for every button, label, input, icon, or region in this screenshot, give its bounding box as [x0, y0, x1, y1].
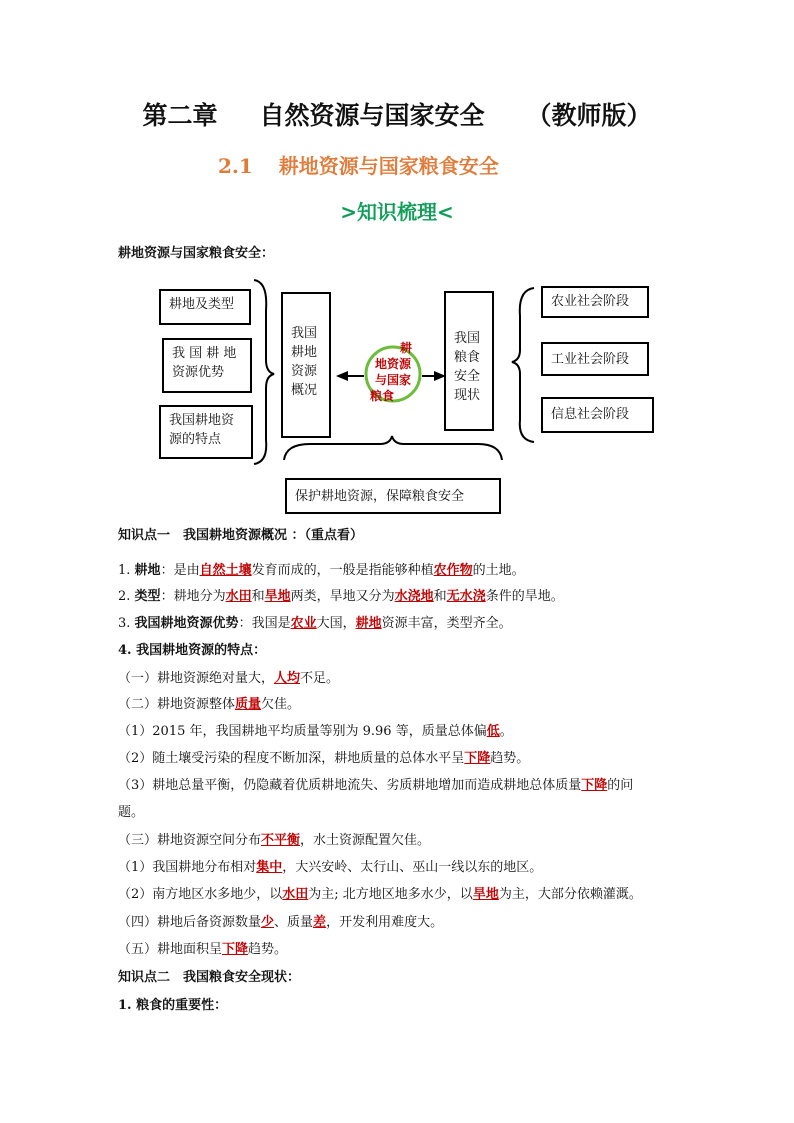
body-line [118, 612, 512, 631]
knowledge-heading: >知识梳理< [340, 200, 454, 224]
chapter-topic: 自然资源与国家安全 [259, 101, 485, 130]
line-text: 的土地。 [472, 563, 525, 578]
highlighted-term: 水田 [282, 887, 309, 902]
line-text: （1）我国耕地分布相对 [118, 860, 257, 875]
body-line [118, 720, 513, 739]
line-text: 和 [251, 589, 265, 604]
highlighted-term: 耕地 [355, 616, 382, 631]
line-text: 4. 我国耕地资源的特点： [118, 643, 267, 658]
line-text: 2. [118, 589, 135, 604]
line-text: 为主; 北方地区地多水少，以 [308, 887, 473, 902]
highlighted-term: 水浇地 [394, 589, 434, 604]
highlighted-term: 下降 [464, 751, 491, 766]
line-text: （2）随土壤受污染的程度不断加深，耕地质量的总体水平呈 [118, 751, 465, 766]
line-text: 趋势。 [248, 942, 288, 957]
kp1-heading: 知识点一 我国耕地资源概况 ：（重点看） [118, 528, 364, 543]
line-text: （四）耕地后备资源数量 [118, 915, 262, 930]
line-text: 3. [118, 616, 135, 631]
diagram-connectors [0, 0, 794, 540]
line-text: 耕地 [134, 563, 161, 578]
body-line [118, 774, 633, 793]
highlighted-term: 旱地 [264, 589, 291, 604]
right-box-2: 工业社会阶段 [541, 342, 649, 376]
line-text: 条件的旱地。 [485, 589, 564, 604]
line-text: ：是由 [160, 563, 200, 578]
line-text: 1. [118, 563, 135, 578]
highlighted-term: 水田 [225, 589, 252, 604]
left-brace [254, 280, 274, 464]
subtitle-number: 2.1 [218, 154, 253, 178]
body-line [118, 559, 525, 578]
body-line [118, 938, 287, 957]
left-box-1: 耕地及类型 [159, 289, 251, 325]
body-line [118, 639, 266, 658]
line-text: 资源丰富，类型齐全。 [381, 616, 512, 631]
line-text: ：我国是 [238, 616, 291, 631]
line-text: （三）耕地资源空间分布 [118, 833, 262, 848]
body-line [118, 585, 564, 604]
highlighted-term: 差 [313, 915, 327, 930]
center-circle-text: 耕 地资源 与国家 粮食 [370, 341, 412, 403]
line-text: 趋势。 [490, 751, 530, 766]
right-box-1: 农业社会阶段 [541, 286, 649, 318]
body-line [118, 667, 339, 686]
line-text: ，大兴安岭、太行山、巫山一线以东的地区。 [282, 860, 543, 875]
highlighted-term: 下降 [581, 778, 608, 793]
line-text: 知识点二 我国粮食安全现状： [118, 970, 301, 985]
line-text: 大国， [316, 616, 356, 631]
line-text: 发育而成的，一般是指能够种植 [251, 563, 434, 578]
highlighted-term: 集中 [256, 860, 283, 875]
highlighted-term: 下降 [222, 942, 249, 957]
line-text: 两类，旱地又分为 [290, 589, 395, 604]
line-text: 欠佳。 [261, 697, 301, 712]
line-text: （一）耕地资源绝对量大， [118, 671, 275, 686]
left-center-box: 我国耕地资源概况 [281, 292, 331, 438]
line-text: （1）2015 年，我国耕地平均质量等别为 9.96 等，质量总体偏 [118, 724, 487, 739]
body-line [118, 747, 529, 766]
line-text: ：耕地分为 [160, 589, 226, 604]
body-line [118, 911, 443, 930]
line-text: 我国耕地资源优势 [134, 616, 239, 631]
body-line [118, 801, 144, 820]
body-line [118, 856, 542, 875]
body-line [118, 693, 300, 712]
line-text: ，水土资源配置欠佳。 [300, 833, 431, 848]
highlighted-term: 旱地 [472, 887, 499, 902]
line-text: （2）南方地区水多地少，以 [118, 887, 283, 902]
bottom-box: 保护耕地资源，保障粮食安全 [285, 478, 501, 514]
diagram-caption: 耕地资源与国家粮食安全： [118, 246, 275, 261]
concept-diagram [0, 0, 794, 540]
body-line [118, 966, 300, 985]
line-text: 题。 [118, 805, 145, 820]
highlighted-term: 质量 [235, 697, 262, 712]
body-line [118, 994, 227, 1013]
line-text: （二）耕地资源整体 [118, 697, 236, 712]
body-line [118, 883, 642, 902]
line-text: 、质量 [274, 915, 314, 930]
line-text: （五）耕地面积呈 [118, 942, 223, 957]
highlighted-term: 无水浇 [446, 589, 486, 604]
line-text: 为主，大部分依赖灌溉。 [498, 887, 642, 902]
left-box-2: 我 国 耕 地 资源优势 [162, 338, 252, 393]
right-box-3: 信息社会阶段 [541, 397, 654, 433]
right-center-box: 我国粮食安全现状 [444, 291, 494, 431]
highlighted-term: 不平衡 [261, 833, 301, 848]
right-brace [512, 288, 534, 442]
line-text: （3）耕地总量平衡，仍隐藏着优质耕地流失、劣质耕地增加而造成耕地总体质量 [118, 778, 582, 793]
body-line [118, 829, 430, 848]
line-text: 的问 [607, 778, 634, 793]
highlighted-term: 人均 [274, 671, 301, 686]
left-box-3: 我国耕地资源的特点 [159, 405, 253, 459]
subtitle-text: 耕地资源与国家粮食安全 [278, 154, 499, 178]
highlighted-term: 少 [261, 915, 275, 930]
bottom-brace [284, 436, 502, 460]
edition-label: （教师版） [526, 101, 652, 130]
line-text: 和 [433, 589, 447, 604]
highlighted-term: 农作物 [433, 563, 473, 578]
line-text: 。 [499, 724, 513, 739]
highlighted-term: 低 [486, 724, 500, 739]
highlighted-term: 自然土壤 [199, 563, 252, 578]
line-text: 不足。 [300, 671, 340, 686]
line-text: 1. 粮食的重要性： [118, 998, 228, 1013]
line-text: ，开发利用难度大。 [326, 915, 444, 930]
line-text: 类型 [134, 589, 161, 604]
highlighted-term: 农业 [290, 616, 317, 631]
left-arrow-icon [336, 371, 348, 381]
chapter-label: 第二章 [142, 101, 218, 130]
